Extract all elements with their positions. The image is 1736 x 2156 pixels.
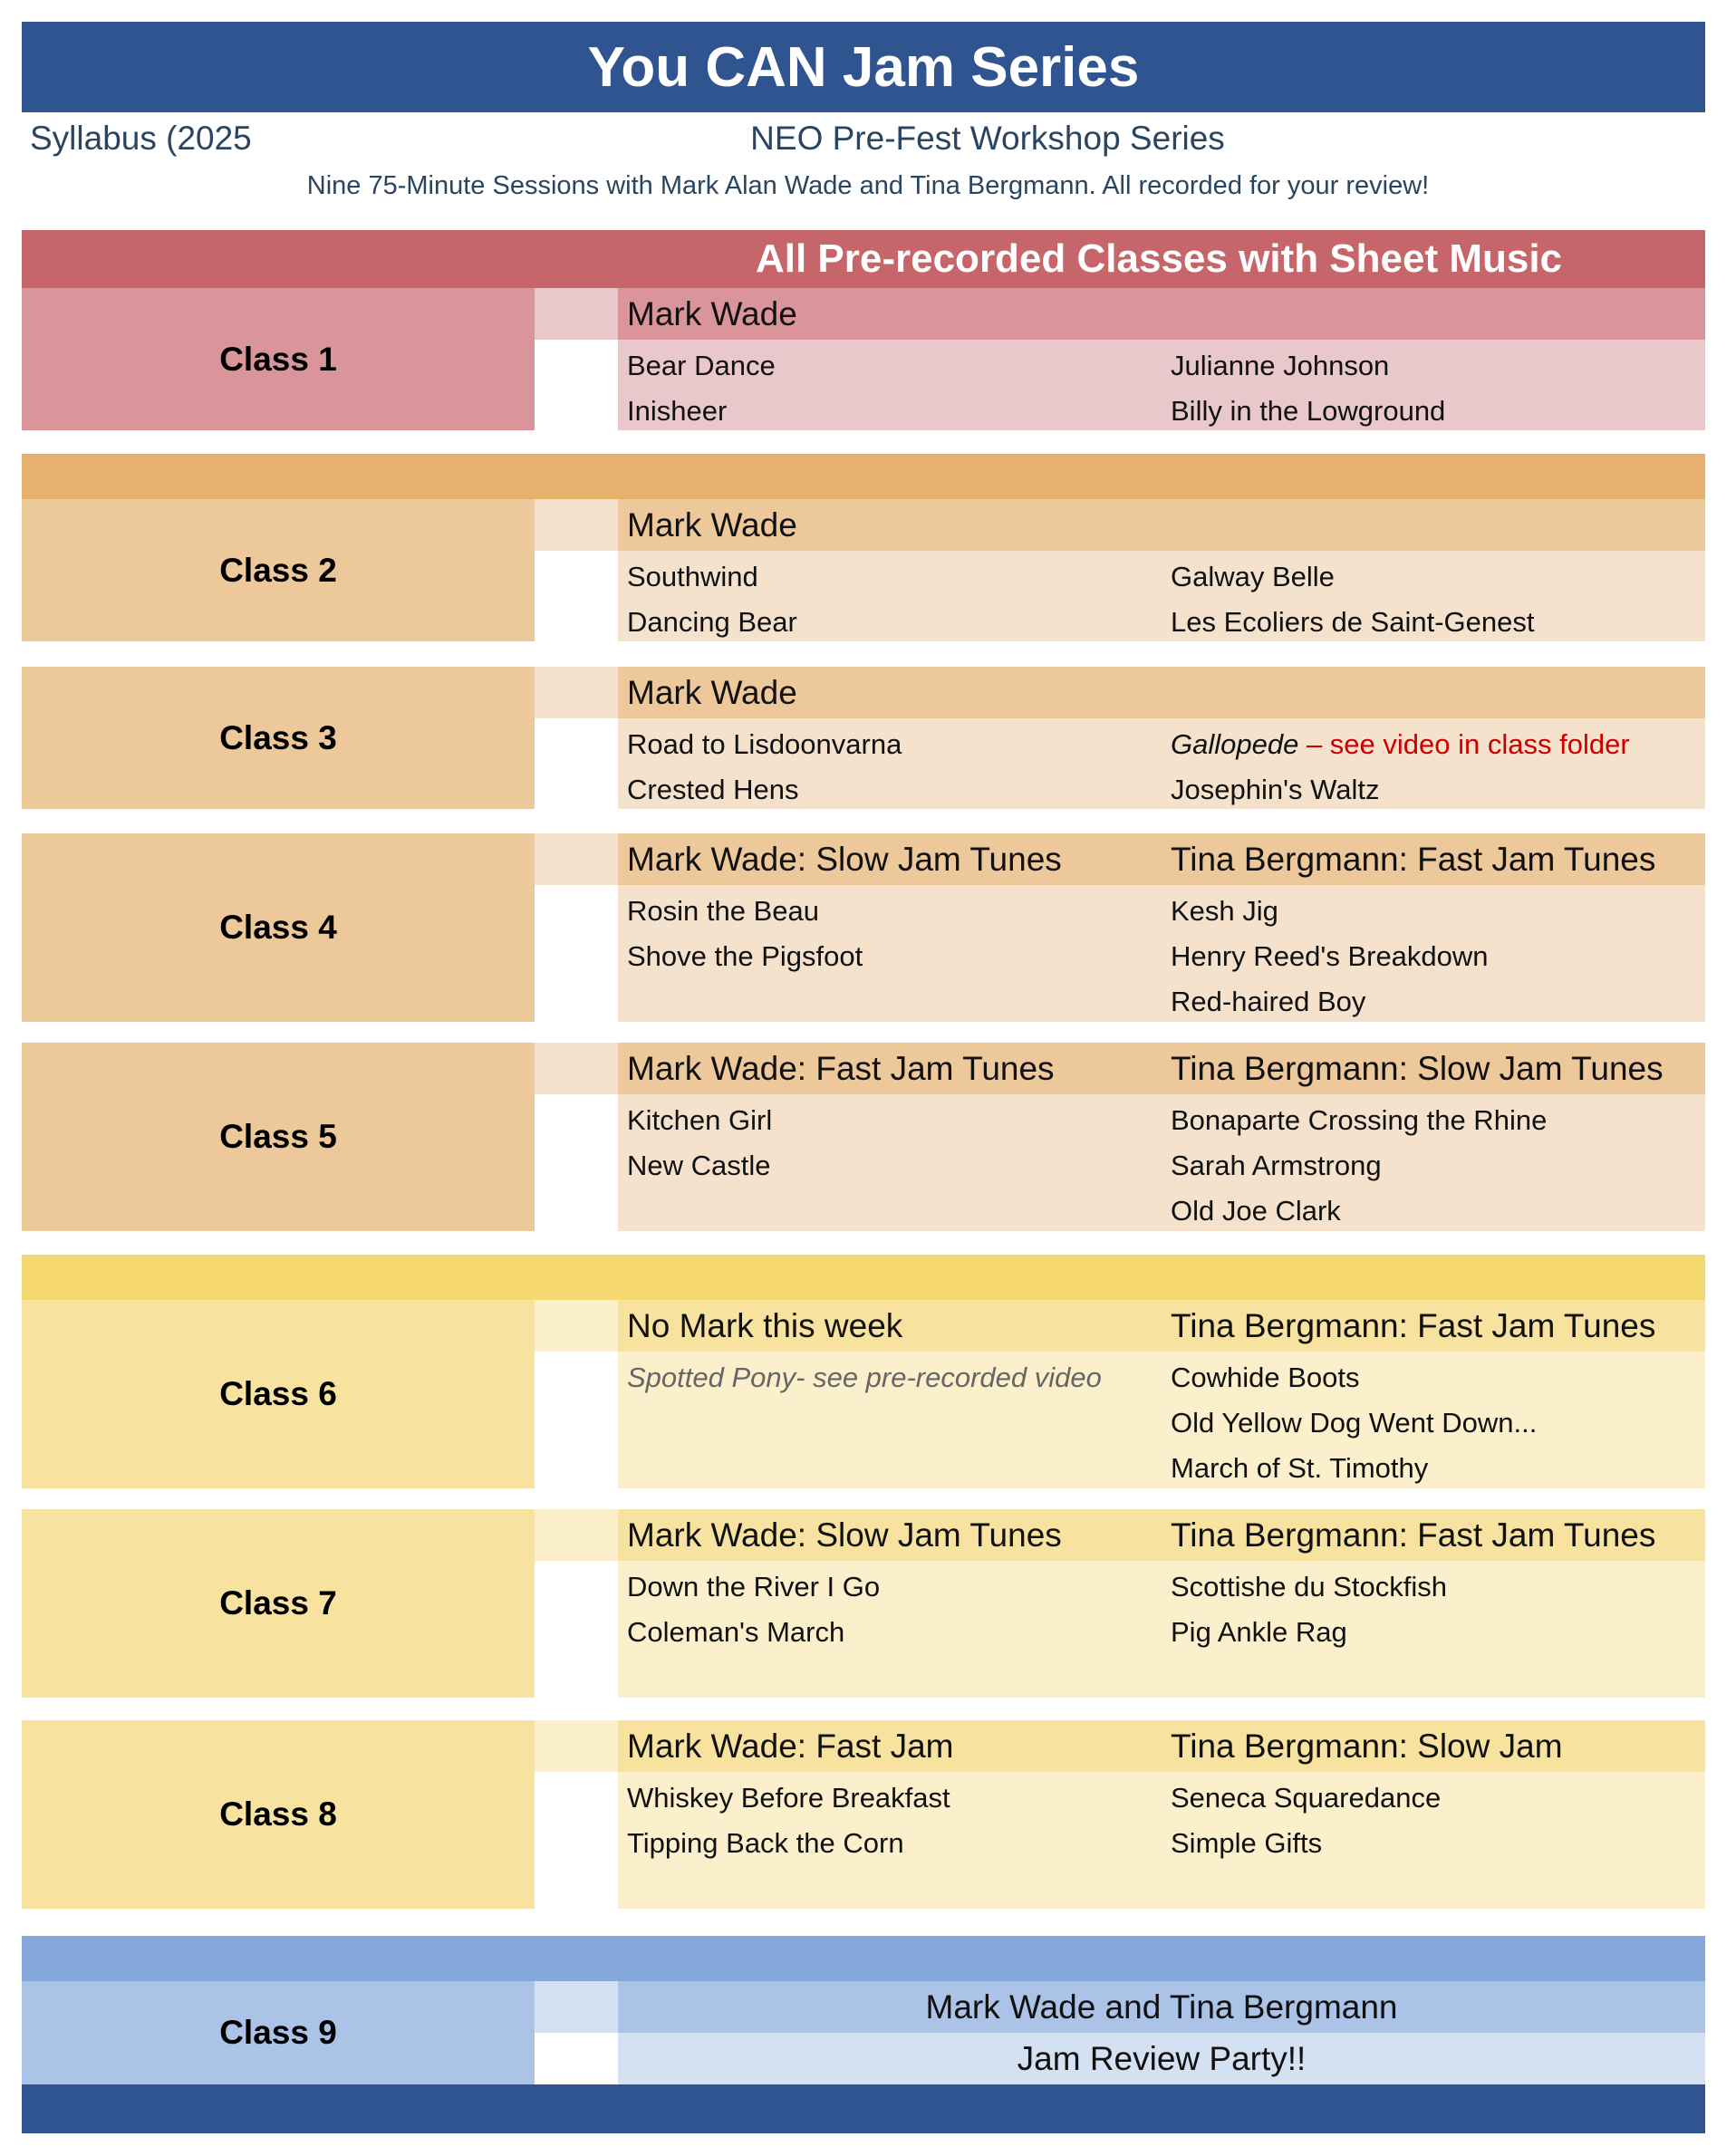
class-label: Class 6 — [22, 1300, 535, 1488]
instructor-heading: No Mark this week — [627, 1307, 903, 1344]
header-stub — [535, 288, 618, 340]
tune-item: Inisheer — [627, 395, 728, 427]
tune-item: Pig Ankle Rag — [1171, 1616, 1347, 1648]
tune-item: Simple Gifts — [1171, 1827, 1323, 1859]
header-stub — [535, 1509, 618, 1561]
tune-item: Down the River I Go — [627, 1571, 881, 1603]
tune-item: Dancing Bear — [627, 606, 797, 638]
instructor-heading: Mark Wade — [627, 674, 797, 711]
tune-list — [618, 1561, 1705, 1698]
instructor-heading: Mark Wade: Fast Jam Tunes — [627, 1050, 1055, 1087]
class-header-row — [618, 1981, 1705, 2033]
instructor-heading: Mark Wade: Slow Jam Tunes — [627, 841, 1062, 878]
instructor-heading: Tina Bergmann: Fast Jam Tunes — [1171, 841, 1656, 878]
class-8 — [22, 1720, 1705, 1909]
instructor-heading: Mark Wade: Slow Jam Tunes — [627, 1516, 1062, 1554]
tune-item: Cowhide Boots — [1171, 1362, 1360, 1393]
class-header-row — [618, 499, 1705, 551]
tune-item: Josephin's Waltz — [1171, 774, 1380, 805]
class-header-row — [618, 1720, 1705, 1772]
tune-item: Bonaparte Crossing the Rhine — [1171, 1104, 1548, 1136]
class-1 — [22, 288, 1705, 430]
instructor-heading: Mark Wade: Fast Jam — [627, 1728, 954, 1765]
section-header-blue — [22, 1936, 1705, 1981]
tune-item: Tipping Back the Corn — [627, 1827, 904, 1859]
tune-list — [618, 1094, 1705, 1231]
class-label: Class 8 — [22, 1720, 535, 1909]
instructor-heading: Tina Bergmann: Fast Jam Tunes — [1171, 1307, 1656, 1344]
instructor-heading: Tina Bergmann: Slow Jam — [1171, 1728, 1563, 1765]
instructor-heading: Tina Bergmann: Slow Jam Tunes — [1171, 1050, 1664, 1087]
tune-item: Galway Belle — [1171, 561, 1335, 592]
tune-item: Southwind — [627, 561, 758, 592]
tune-list — [618, 340, 1705, 430]
tune-item: Scottishe du Stockfish — [1171, 1571, 1447, 1603]
footer-bar — [22, 2084, 1705, 2133]
tune-item: Rosin the Beau — [627, 895, 819, 927]
class-7 — [22, 1509, 1705, 1698]
page-title: You CAN Jam Series — [22, 22, 1705, 112]
tune-item: Kitchen Girl — [627, 1104, 773, 1136]
class-6 — [22, 1300, 1705, 1488]
class-label: Class 2 — [22, 499, 535, 641]
instructor-heading: Mark Wade and Tina Bergmann — [925, 1988, 1398, 2026]
tune-title: Gallopede — [1171, 728, 1299, 760]
instructor-heading: Mark Wade — [627, 506, 797, 544]
class-header-row — [618, 833, 1705, 885]
tune-item: Red-haired Boy — [1171, 986, 1366, 1017]
class-label: Class 7 — [22, 1509, 535, 1698]
header-stub — [535, 667, 618, 718]
class-4 — [22, 833, 1705, 1022]
class-header-row — [618, 1300, 1705, 1352]
class-header-row — [618, 667, 1705, 718]
instructor-heading: Mark Wade — [627, 295, 797, 332]
header-stub — [535, 1300, 618, 1352]
class-9 — [22, 1981, 1705, 2084]
tune-list — [618, 551, 1705, 641]
header-stub — [535, 833, 618, 885]
tune-item-with-note — [1171, 722, 1630, 767]
tune-item: Coleman's March — [627, 1616, 845, 1648]
tune-item: March of St. Timothy — [1171, 1452, 1429, 1484]
section-header-yellow — [22, 1255, 1705, 1300]
syllabus-label: Syllabus (2025 — [30, 120, 252, 157]
event-name: Jam Review Party!! — [1017, 2040, 1307, 2077]
tune-item: Sarah Armstrong — [1171, 1150, 1382, 1181]
tune-item: Les Ecoliers de Saint-Genest — [1171, 606, 1535, 638]
header-stub — [535, 499, 618, 551]
class-label: Class 9 — [22, 1981, 535, 2084]
class-5 — [22, 1043, 1705, 1231]
class-label: Class 1 — [22, 288, 535, 430]
video-note: Spotted Pony- see pre-recorded video — [627, 1362, 1102, 1393]
page-subtitle: NEO Pre-Fest Workshop Series — [750, 120, 1225, 157]
video-note: – see video in class folder — [1298, 728, 1630, 760]
tune-item: Old Joe Clark — [1171, 1195, 1341, 1227]
section-header-pink — [22, 230, 1705, 288]
class-description — [618, 2033, 1705, 2084]
class-header-row — [618, 1043, 1705, 1094]
tune-list — [618, 1352, 1705, 1488]
tune-item: Seneca Squaredance — [1171, 1782, 1442, 1814]
class-label: Class 5 — [22, 1043, 535, 1231]
class-header-row — [618, 288, 1705, 340]
tune-item: Shove the Pigsfoot — [627, 940, 863, 972]
section-header-orange — [22, 454, 1705, 499]
tune-item: New Castle — [627, 1150, 771, 1181]
tune-item: Old Yellow Dog Went Down... — [1171, 1407, 1538, 1439]
tune-item: Henry Reed's Breakdown — [1171, 940, 1489, 972]
section-title: All Pre-recorded Classes with Sheet Music — [755, 236, 1563, 281]
class-label: Class 3 — [22, 667, 535, 809]
class-header-row — [618, 1509, 1705, 1561]
class-3 — [22, 667, 1705, 809]
tune-item: Kesh Jig — [1171, 895, 1278, 927]
header-stub — [535, 1981, 618, 2033]
tune-list — [618, 1772, 1705, 1909]
header-stub — [535, 1720, 618, 1772]
tune-item: Billy in the Lowground — [1171, 395, 1446, 427]
tune-item: Road to Lisdoonvarna — [627, 728, 902, 760]
class-label: Class 4 — [22, 833, 535, 1022]
tune-item: Whiskey Before Breakfast — [627, 1782, 950, 1814]
tune-item: Crested Hens — [627, 774, 799, 805]
tune-item: Bear Dance — [627, 350, 776, 381]
tune-item: Julianne Johnson — [1171, 350, 1390, 381]
class-2 — [22, 499, 1705, 641]
tune-list — [618, 885, 1705, 1022]
tune-list — [618, 718, 1705, 809]
header-stub — [535, 1043, 618, 1094]
intro-text: Nine 75-Minute Sessions with Mark Alan Wade and Tina Bergmann. All recorded for your review! — [306, 171, 1430, 200]
instructor-heading: Tina Bergmann: Fast Jam Tunes — [1171, 1516, 1656, 1554]
